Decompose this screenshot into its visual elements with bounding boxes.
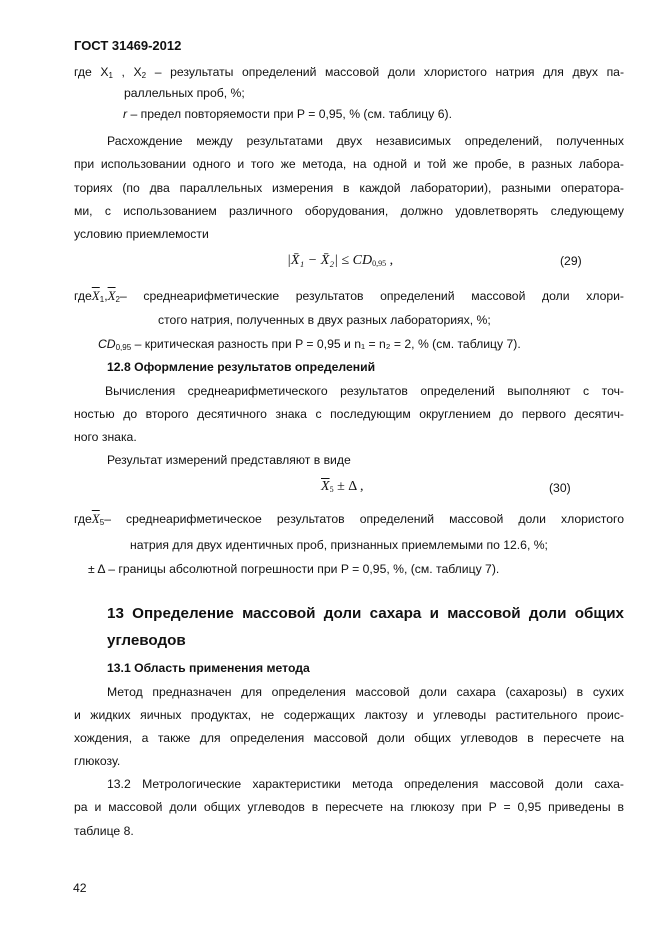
paragraph-line [98,336,521,356]
paragraph-line: хождения, а также для определения массовой доли общих углеводов в пересчете на [74,731,624,745]
paragraph-line [74,64,624,84]
paragraph-line: условию приемлемости [74,227,209,241]
chapter-heading: 13 Определение массовой доли сахара и массовой доли общих [107,605,624,622]
paragraph-line: ностью до второго десятичного знака с последующим округлением до первого десятич- [74,407,624,421]
paragraph-line: стого натрия, полученных в двух разных лабораториях, %; [158,313,491,327]
paragraph-line: ра и массовой доли общих углеводов в пересчете на глюкозу при P = 0,95 приведены в [74,800,624,814]
paragraph-line: при использовании одного и того же метода, на одной и той же пробе, в разных лабора- [74,157,624,171]
subscript: 2 [141,71,147,80]
subscript: 2 [115,295,120,304]
text-run: – предел повторяемости при P = 0,95, % (см. таблицу 6). [127,107,452,121]
paragraph-line [74,511,624,531]
paragraph-line: Метод предназначен для определения массовой доли сахара (сахарозы) в сухих [107,685,624,699]
math-symbol: $\overline{X}$ [107,288,116,303]
equation-number: (29) [560,254,582,268]
paragraph-line: таблице 8. [74,824,134,838]
text-run: , X [112,65,142,79]
subscript: 0,95 [115,343,132,352]
text-run: ± Δ , [333,479,364,494]
paragraph-line: натрия для двух идентичных проб, признанных приемлемыми по 12.6, %; [130,538,548,552]
math-symbol: $\overline{X}$ [321,479,330,494]
paragraph-line: ториях (по два параллельных измерения в каждой лаборатории), разными оператора- [74,181,624,195]
paragraph-line: Расхождение между результатами двух независимых определений, полученных [107,134,624,148]
paragraph-line: Результат измерений представляют в виде [107,453,351,467]
equation-body: |X̄₁ − X̄₂| ≤ CD [287,253,373,268]
subscript: 5 [99,518,105,527]
text-run: где X [74,65,109,79]
paragraph-line: ± Δ – границы абсолютной погрешности при P = 0,95, %, (см. таблицу 7). [88,562,500,576]
document-header: ГОСТ 31469-2012 [74,38,182,53]
paragraph-line: раллельных проб, %; [124,86,245,100]
section-heading: 13.1 Область применения метода [107,661,310,675]
paragraph-line: и жидких яичных продуктах, не содержащих лактозу и углеводы растительного проис- [74,708,624,722]
text-run: – среднеарифметическое результатов определений массовой доли хлористого [104,512,624,526]
subscript: 1 [99,295,105,304]
text-run: CD [98,337,116,351]
subscript: 5 [329,485,334,494]
math-symbol: $\overline{X}$ [91,288,100,303]
text-run: – критическая разность при P = 0,95 и n₁ = n₂ = 2, % (см. таблицу 7). [131,337,521,351]
text-run: , [104,289,108,303]
text-run: где [74,289,92,303]
equation-number: (30) [549,481,571,495]
subscript: 1 [108,71,113,80]
subscript: 0,95 [372,259,387,268]
page-number: 42 [73,881,87,895]
text-run: r [123,107,128,121]
paragraph-line: Вычисления среднеарифметического результатов определений выполняют с точ- [105,384,624,398]
section-heading: 12.8 Оформление результатов определений [107,360,376,374]
paragraph-line: ного знака. [74,430,137,444]
equation-30 [321,478,363,499]
math-symbol: $\overline{X}$ [91,511,100,526]
text-run: , [386,253,394,268]
text-run: – среднеарифметические результатов определений массовой доли хлори- [120,289,624,303]
paragraph-line [123,106,452,122]
text-run: – результаты определений массовой доли хлористого натрия для двух па- [146,65,625,79]
paragraph-line: 13.2 Метрологические характеристики метода определения массовой доли саха- [107,777,624,791]
equation-29 [287,252,393,273]
paragraph-line [74,288,624,308]
text-run: где [74,512,92,526]
chapter-heading: углеводов [107,632,186,649]
paragraph-line: глюкозу. [74,754,121,768]
paragraph-line: ми, с использованием различного оборудования, должно удовлетворять следующему [74,204,624,218]
